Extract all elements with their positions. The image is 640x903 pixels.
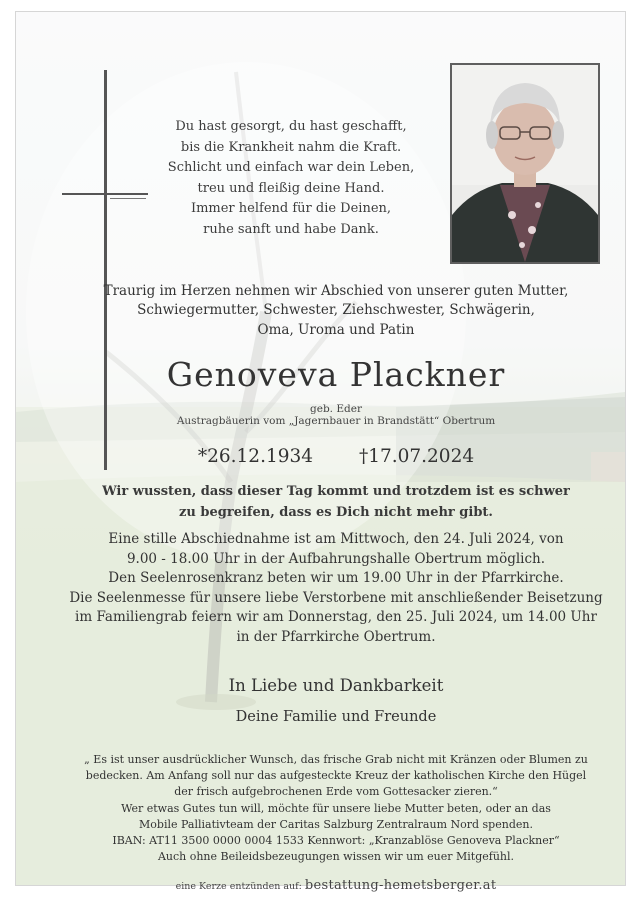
footer [56,878,616,893]
maiden-name: geb. Eder [310,403,362,415]
quote-line: zu begreifen, dass es Dich nicht mehr gibt. [179,504,493,520]
info-line: Die Seelenmesse für unsere liebe Verstorbene mit anschließender Beisetzung [69,589,603,606]
poem-line: Schlicht und einfach war dein Leben, [167,160,415,176]
poem-line: Immer helfend für die Deinen, [190,201,392,217]
deceased-role: Austragbäuerin vom „Jagernbauer in Brandstätt“ Obertrum [176,415,496,427]
obituary-card [15,11,626,893]
footer-prefix: eine Kerze entzünden auf: [175,881,302,892]
info-line: Eine stille Abschiednahme ist am Mittwoch, den 24. Juli 2024, von [108,531,564,547]
wish-text [56,752,616,865]
info-line: Den Seelenrosenkranz beten wir um 19.00 Uhr in der Pfarrkirche. [108,570,564,587]
signature-family: Deine Familie und Freunde [235,709,437,725]
intro-line: Oma, Uroma und Patin [257,321,415,338]
wish-line: Wer etwas Gutes tun will, möchte für unsere liebe Mutter beten, oder an das [121,801,551,815]
poem-line: ruhe sanft und habe Dank. [203,221,379,237]
info-line: im Familiengrab feiern wir am Donnerstag, den 25. Juli 2024, um 14.00 Uhr [75,609,597,626]
quote [56,482,616,523]
intro-text [56,282,616,340]
wish-line: IBAN: AT11 3500 0000 0004 1533 Kennwort: „Kranzablöse Genoveva Plackner“ [112,834,560,848]
wish-line: Mobile Palliativteam der Caritas Salzburg Zentralraum Nord spenden. [139,817,533,831]
closing-phrase: In Liebe und Dankbarkeit [228,676,444,695]
poem [136,117,446,241]
portrait-photo [450,63,600,264]
wish-line: der frisch aufgebrochenen Erde vom Gottesacker zieren.“ [174,785,498,799]
poem-line: bis die Krankheit nahm die Kraft. [180,139,402,155]
funeral-info [56,530,616,648]
wish-line: bedecken. Am Anfang soll nur das aufgesteckte Kreuz der katholischen Kirche den Hügel [85,769,587,783]
birth-date: *26.12.1934 [197,446,314,467]
deceased-name: Genoveva Plackner [166,355,506,394]
death-date: †17.07.2024 [358,446,475,467]
wish-line: „ Es ist unser ausdrücklicher Wunsch, das frische Grab nicht mit Kränzen oder Blumen zu [84,753,588,766]
wish-line: Auch ohne Beileidsbezeugungen wissen wir um euer Mitgefühl. [157,850,515,864]
info-line: 9.00 - 18.00 Uhr in der Aufbahrungshalle Obertrum möglich. [126,550,546,567]
intro-line: Schwiegermutter, Schwester, Ziehschwester, Schwägerin, [137,302,535,319]
intro-line: Traurig im Herzen nehmen wir Abschied von unserer guten Mutter, [103,283,569,299]
website-link[interactable]: bestattung-hemetsberger.at [304,878,497,893]
quote-line: Wir wussten, dass dieser Tag kommt und trotzdem ist es schwer [102,484,570,499]
life-dates [56,446,616,467]
poem-line: Du hast gesorgt, du hast geschafft, [175,119,407,134]
poem-line: treu und fleißig deine Hand. [197,180,385,196]
info-line: in der Pfarrkirche Obertrum. [236,628,436,645]
